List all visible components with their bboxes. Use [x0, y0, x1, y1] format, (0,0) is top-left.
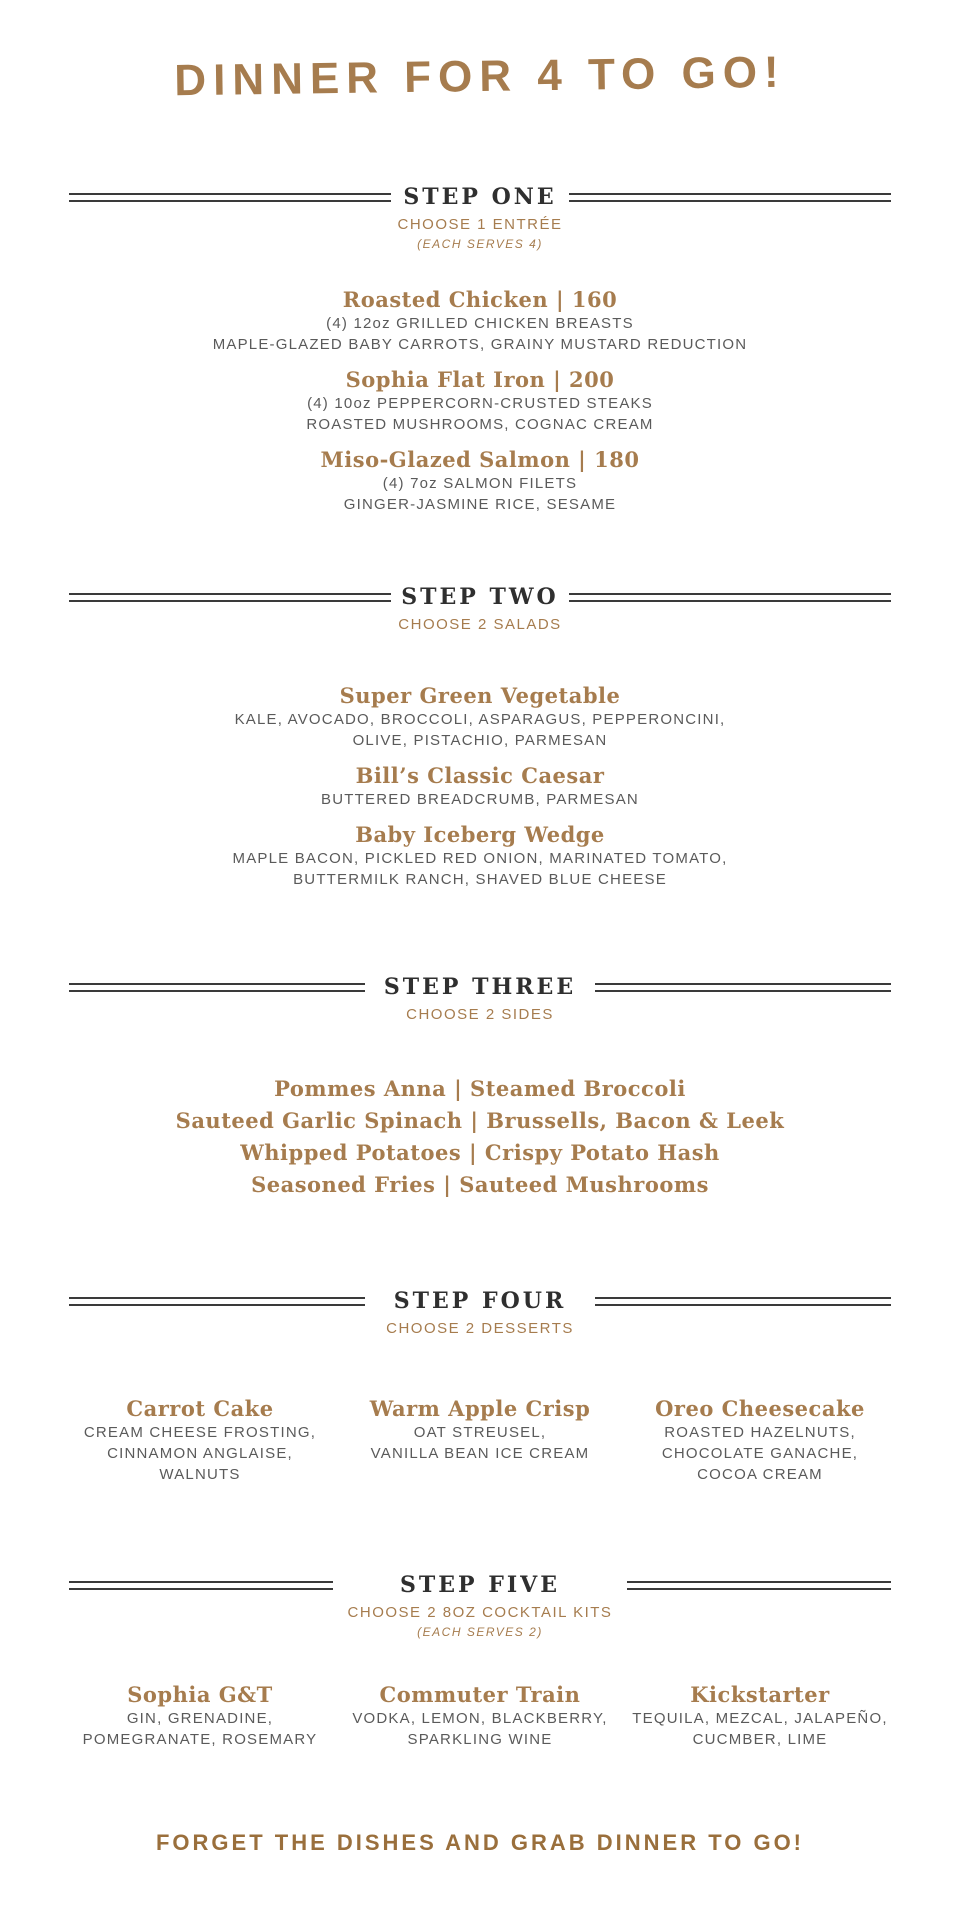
step-one-section: [0, 180, 960, 527]
divider-rule: [569, 593, 891, 602]
step-five-instruction: CHOOSE 2 8OZ COCKTAIL KITS: [347, 1604, 613, 1621]
item-description: POMEGRANATE, ROSEMARY: [82, 1731, 318, 1748]
page-title: DINNER FOR 4 TO GO!: [174, 47, 786, 106]
step-four-instruction: CHOOSE 2 DESSERTS: [386, 1320, 574, 1337]
item-description: ROASTED HAZELNUTS,: [664, 1424, 856, 1441]
menu-item: [0, 367, 960, 435]
item-description: CUCMBER, LIME: [692, 1731, 828, 1748]
item-description: COCOA CREAM: [697, 1466, 823, 1483]
item-description: (4) 12oz GRILLED CHICKEN BREASTS: [326, 315, 634, 332]
item-name: Super Green Vegetable: [339, 683, 621, 708]
item-description: ROASTED MUSHROOMS, COGNAC CREAM: [306, 416, 654, 433]
step-two-section: [0, 580, 960, 902]
item-description: CINNAMON ANGLAISE,: [107, 1445, 293, 1462]
menu-item: [0, 763, 960, 810]
item-name: Oreo Cheesecake: [655, 1396, 865, 1421]
item-name: Roasted Chicken | 160: [342, 287, 618, 312]
step-three-section: [0, 970, 960, 1201]
cocktail-item: [60, 1682, 340, 1750]
step-four-header: [69, 1284, 891, 1318]
step-one-instruction: CHOOSE 1 ENTRÉE: [397, 216, 563, 233]
divider-rule: [595, 1297, 891, 1306]
item-name: Warm Apple Crisp: [369, 1396, 591, 1421]
side-option-line: Pommes Anna | Steamed Broccoli: [274, 1076, 686, 1101]
step-three-instruction: CHOOSE 2 SIDES: [406, 1006, 554, 1023]
item-description: GIN, GRENADINE,: [126, 1710, 274, 1727]
side-option-line: Whipped Potatoes | Crispy Potato Hash: [240, 1140, 720, 1165]
item-description: TEQUILA, MEZCAL, JALAPEÑO,: [632, 1710, 888, 1727]
menu-item: [0, 683, 960, 751]
item-description: OLIVE, PISTACHIO, PARMESAN: [352, 732, 608, 749]
step-one-label: STEP ONE: [403, 184, 557, 210]
item-name: Kickstarter: [690, 1682, 830, 1707]
dessert-columns: [60, 1396, 900, 1485]
item-description: BUTTERED BREADCRUMB, PARMESAN: [321, 791, 639, 808]
item-description: CHOCOLATE GANACHE,: [661, 1445, 859, 1462]
side-option-line: Seasoned Fries | Sauteed Mushrooms: [251, 1172, 709, 1197]
step-two-header: [69, 580, 891, 614]
item-description: VODKA, LEMON, BLACKBERRY,: [352, 1710, 608, 1727]
side-option-line: Sauteed Garlic Spinach | Brussells, Bacon & Leek: [175, 1108, 785, 1133]
menu-item: [0, 447, 960, 515]
step-three-header: [69, 970, 891, 1004]
step-two-instruction: CHOOSE 2 SALADS: [398, 616, 562, 633]
divider-rule: [569, 193, 891, 202]
cocktail-item: [340, 1682, 620, 1750]
item-name: Sophia Flat Iron | 200: [345, 367, 615, 392]
step-four-label: STEP FOUR: [393, 1288, 567, 1314]
item-description: CREAM CHEESE FROSTING,: [83, 1424, 317, 1441]
item-description: SPARKLING WINE: [407, 1731, 553, 1748]
cocktail-columns: [60, 1682, 900, 1750]
step-five-section: [0, 1568, 960, 1639]
step-five-label: STEP FIVE: [400, 1572, 560, 1598]
step-four-section: [0, 1284, 960, 1337]
cocktail-item: [620, 1682, 900, 1750]
divider-rule: [627, 1581, 891, 1590]
divider-rule: [595, 983, 891, 992]
menu-item: [0, 287, 960, 355]
item-description: WALNUTS: [159, 1466, 241, 1483]
step-two-label: STEP TWO: [401, 584, 559, 610]
dessert-item: [60, 1396, 340, 1485]
item-name: Carrot Cake: [126, 1396, 274, 1421]
step-five-header: [69, 1568, 891, 1602]
item-name: Sophia G&T: [127, 1682, 273, 1707]
step-one-note: (EACH SERVES 4): [417, 237, 543, 251]
item-description: KALE, AVOCADO, BROCCOLI, ASPARAGUS, PEPPERONCINI,: [234, 711, 726, 728]
item-name: Bill’s Classic Caesar: [355, 763, 605, 788]
menu-item: [0, 822, 960, 890]
item-description: VANILLA BEAN ICE CREAM: [370, 1445, 590, 1462]
dessert-item: [620, 1396, 900, 1485]
item-description: BUTTERMILK RANCH, SHAVED BLUE CHEESE: [293, 871, 667, 888]
step-one-header: [69, 180, 891, 214]
item-description: (4) 7oz SALMON FILETS: [382, 475, 578, 492]
footer-tagline: FORGET THE DISHES AND GRAB DINNER TO GO!: [155, 1830, 805, 1855]
step-five-note: (EACH SERVES 2): [417, 1625, 543, 1639]
item-description: MAPLE BACON, PICKLED RED ONION, MARINATED TOMATO,: [232, 850, 728, 867]
item-name: Commuter Train: [379, 1682, 581, 1707]
item-description: (4) 10oz PEPPERCORN-CRUSTED STEAKS: [307, 395, 653, 412]
item-name: Baby Iceberg Wedge: [355, 822, 605, 847]
item-description: OAT STREUSEL,: [413, 1424, 547, 1441]
item-description: GINGER-JASMINE RICE, SESAME: [343, 496, 617, 513]
item-name: Miso-Glazed Salmon | 180: [320, 447, 640, 472]
item-description: MAPLE-GLAZED BABY CARROTS, GRAINY MUSTARD REDUCTION: [212, 336, 748, 353]
dessert-item: [340, 1396, 620, 1485]
step-three-label: STEP THREE: [383, 974, 577, 1000]
